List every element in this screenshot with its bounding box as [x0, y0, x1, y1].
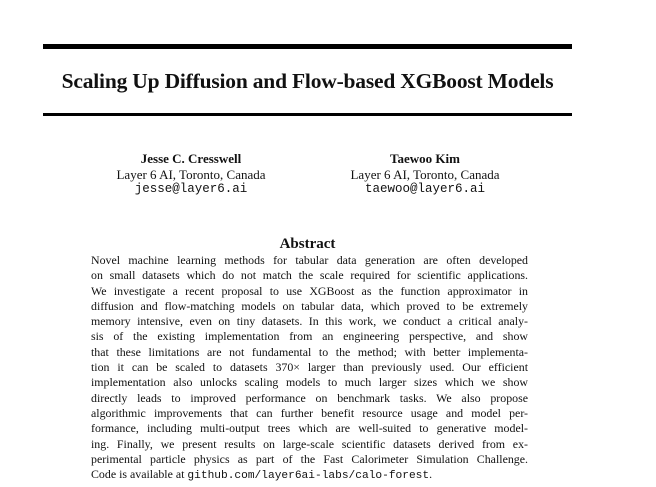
abstract-line: ing. Finally, we present results on large-scale scientific datasets derived from ex- [91, 436, 528, 451]
paper-title: Scaling Up Diffusion and Flow-based XGBoost Models [61, 69, 554, 93]
abstract-line: on small datasets which do not match the scale required for scientific applications. [91, 268, 528, 283]
code-line-period: . [429, 467, 433, 482]
abstract-code-line [91, 467, 528, 484]
abstract-line: memory intensive, even on tiny datasets. In this work, we conduct a critical analy- [91, 314, 528, 329]
abstract-line: directly leads to improved performance on benchmark tasks. We also propose [91, 390, 528, 405]
abstract-body [91, 253, 528, 484]
author-affiliation: Layer 6 AI, Toronto, Canada [350, 166, 500, 182]
abstract-line: sis of the existing implementation from an engineering perspective, and show [91, 329, 528, 344]
abstract-line: perimental particle physics as part of the Fast Calorimeter Simulation Challenge. [91, 451, 528, 466]
abstract-line: algorithmic improvements that can further benefit resource usage and model per- [91, 405, 528, 420]
bottom-rule [43, 113, 572, 116]
code-repository-link[interactable]: github.com/layer6ai-labs/calo-forest [187, 470, 430, 483]
author-name: Jesse C. Cresswell [140, 151, 242, 166]
abstract-line: formance, including multi-output trees which are well-suited to generative model- [91, 421, 528, 436]
abstract-line: implementation also unlocks scaling models to much larger sizes which we show [91, 375, 528, 390]
code-availability-text: Code is available at [91, 467, 188, 482]
abstract-line: tion it can be scaled to datasets 370× larger than previously used. Our efficient [91, 360, 528, 375]
abstract-line: Novel machine learning methods for tabular data generation are often developed [91, 253, 528, 267]
top-rule [43, 44, 572, 49]
abstract-line: We investigate a recent proposal to use XGBoost as the function approximator in [91, 283, 528, 298]
author-block-1 [96, 151, 286, 198]
author-email[interactable]: jesse@layer6.ai [134, 182, 248, 196]
abstract-line: diffusion and flow-matching models on tabular data, which proved to be extremely [91, 298, 528, 313]
abstract-line: that these limitations are not fundamental to the method; with better implementa- [91, 344, 528, 359]
author-affiliation: Layer 6 AI, Toronto, Canada [116, 166, 266, 182]
author-block-2 [330, 151, 520, 198]
abstract-heading: Abstract [279, 236, 336, 252]
author-name: Taewoo Kim [390, 151, 460, 166]
author-email[interactable]: taewoo@layer6.ai [364, 182, 486, 196]
